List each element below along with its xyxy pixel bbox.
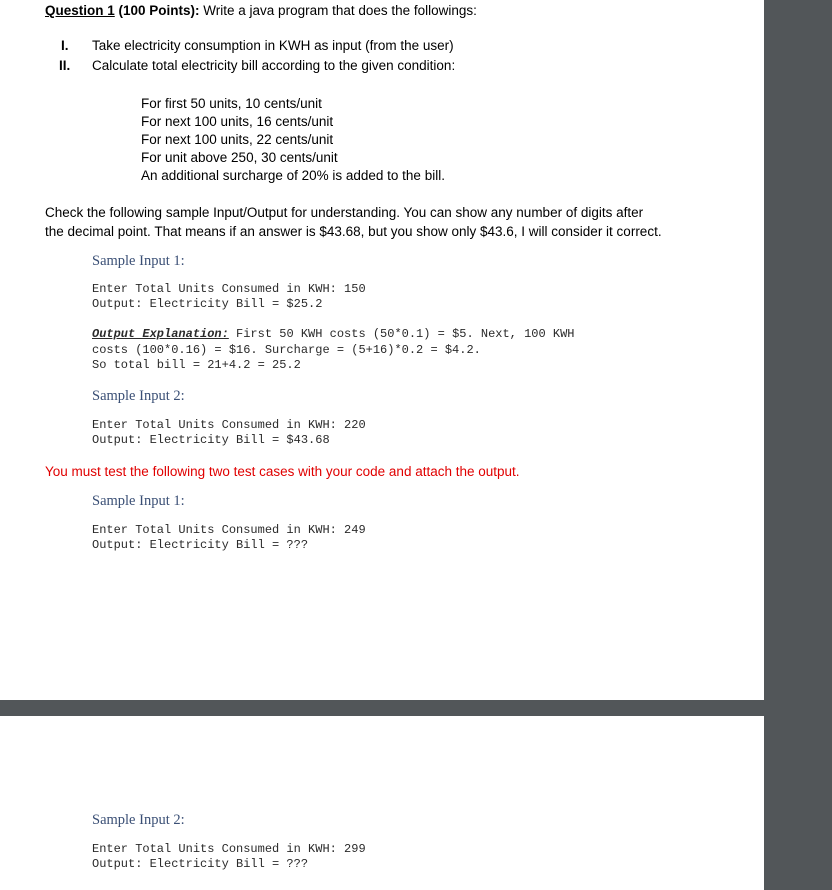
sample-output: Output: Electricity Bill = $43.68 bbox=[92, 433, 330, 447]
explanation-text: First 50 KWH costs (50*0.1) = $5. Next, 100 KWH bbox=[228, 327, 575, 341]
explanation-label: Output Explanation: bbox=[92, 327, 229, 341]
condition-line: An additional surcharge of 20% is added to the bill. bbox=[141, 168, 445, 183]
list-marker: II. bbox=[59, 58, 71, 73]
sample-output: Output: Electricity Bill = $25.2 bbox=[92, 297, 323, 311]
explanation-line bbox=[92, 327, 574, 341]
sample-input: Enter Total Units Consumed in KWH: 220 bbox=[92, 418, 366, 432]
list-item: Calculate total electricity bill according to the given condition: bbox=[92, 58, 456, 73]
note-line: Check the following sample Input/Output for understanding. You can show any number of digits after bbox=[45, 205, 644, 220]
sample-heading: Sample Input 2: bbox=[92, 388, 185, 404]
test-output: Output: Electricity Bill = ??? bbox=[92, 857, 309, 871]
condition-line: For next 100 units, 22 cents/unit bbox=[141, 132, 334, 147]
test-output: Output: Electricity Bill = ??? bbox=[92, 538, 309, 552]
note-line: the decimal point. That means if an answer is $43.68, but you show only $43.6, I will consider it correct. bbox=[45, 224, 662, 239]
question-points: (100 Points): bbox=[114, 3, 200, 18]
condition-line: For first 50 units, 10 cents/unit bbox=[141, 96, 322, 111]
document-page-2 bbox=[0, 716, 764, 890]
must-test-notice: You must test the following two test cases with your code and attach the output. bbox=[45, 464, 520, 479]
test-input: Enter Total Units Consumed in KWH: 299 bbox=[92, 842, 366, 856]
test-heading: Sample Input 2: bbox=[92, 812, 185, 828]
list-item: Take electricity consumption in KWH as input (from the user) bbox=[92, 38, 454, 53]
list-marker: I. bbox=[61, 38, 69, 53]
explanation-line: costs (100*0.16) = $16. Surcharge = (5+16)*0.2 = $4.2. bbox=[92, 343, 481, 357]
sample-heading: Sample Input 1: bbox=[92, 253, 185, 269]
condition-line: For next 100 units, 16 cents/unit bbox=[141, 114, 334, 129]
test-input: Enter Total Units Consumed in KWH: 249 bbox=[92, 523, 366, 537]
sample-input: Enter Total Units Consumed in KWH: 150 bbox=[92, 282, 366, 296]
question-title bbox=[45, 3, 477, 18]
explanation-line: So total bill = 21+4.2 = 25.2 bbox=[92, 358, 301, 372]
question-prompt: Write a java program that does the followings: bbox=[199, 3, 477, 18]
test-heading: Sample Input 1: bbox=[92, 493, 185, 509]
question-number: Question 1 bbox=[45, 3, 115, 18]
condition-line: For unit above 250, 30 cents/unit bbox=[141, 150, 338, 165]
